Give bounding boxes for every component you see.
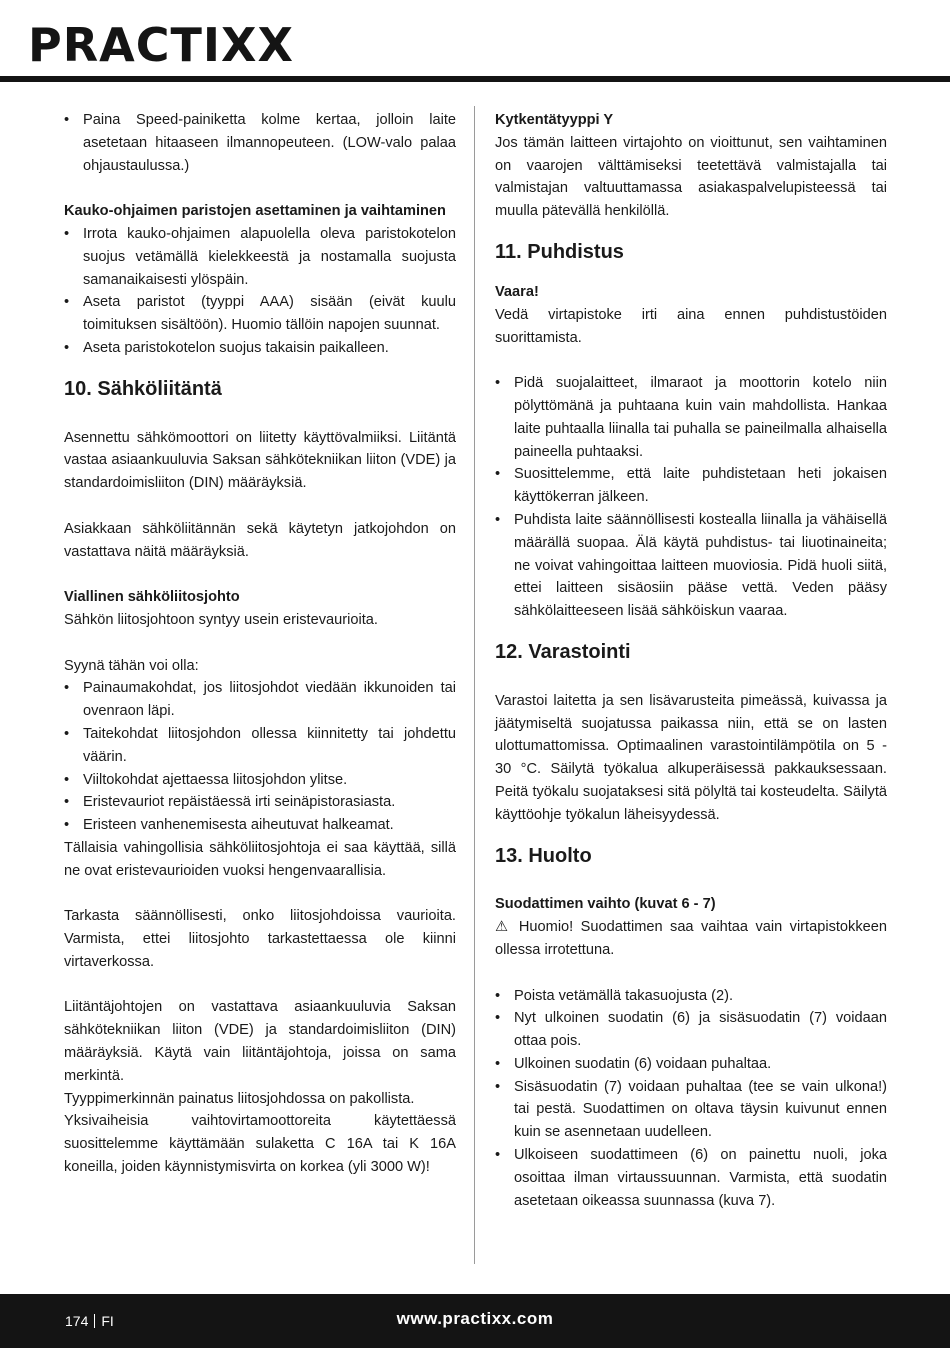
section-11-title: 11. Puhdistus bbox=[495, 240, 624, 263]
list-item: • Pidä suojalaitteet, ilmaraot ja moottorin kotelo niin pölyttömänä ja puhtaana kuin vain mahdollista. Hankaa laite puhtaalla liinalla tai puhalla se paineilmalla alhaisella paineella puhtaaksi. bbox=[495, 372, 887, 463]
list-item: • Irrota kauko-ohjaimen alapuolella oleva paristokotelon suojus vetämällä kielekkeestä ja nostamalla suojusta samanaikaisesti ylöspäin. bbox=[64, 223, 456, 291]
list-item: • Painaumakohdat, jos liitosjohdot viedään ikkunoiden tai ovenraon läpi. bbox=[64, 677, 456, 723]
section-12-title: 12. Varastointi bbox=[495, 640, 631, 663]
fuse-recommendation-paragraph: Yksivaiheisia vaihtovirtamoottoreita käytettäessä suosittelemme käyttämään sulaketta C 16A tai K 16A koneilla, joiden käynnistymisvirta on korkea (yli 3000 W)! bbox=[64, 1113, 456, 1176]
inspection-paragraph: Tarkasta säännöllisesti, onko liitosjohdoissa vaurioita. Varmista, ettei liitosjohto tarkastettaessa ole kiinni virtaverkossa. bbox=[64, 908, 456, 970]
list-item: • Sisäsuodatin (7) voidaan puhaltaa (tee se vain ulkona!) tai pestä. Suodattimen on oltava täysin kuivunut ennen kuin se asennetaan uudelleen. bbox=[495, 1076, 887, 1144]
section-13-title: 13. Huolto bbox=[495, 844, 592, 867]
list-item: • Eristeen vanhenemisesta aiheutuvat halkeamat. bbox=[64, 814, 456, 837]
cable-marking-paragraph: Tyyppimerkinnän painatus liitosjohdossa on pakollista. bbox=[64, 1090, 415, 1107]
list-item: • Paina Speed-painiketta kolme kertaa, jolloin laite asetetaan hitaaseen ilmannopeuteen. (LOW-valo palaa ohjaustaulussa.) bbox=[64, 109, 456, 177]
logo-wordmark: PRACTIXX bbox=[28, 18, 294, 72]
website-url: www.practixx.com bbox=[396, 1309, 554, 1328]
list-item: • Aseta paristot (tyyppi AAA) sisään (eivät kuulu toimituksen sisältöön). Huomio tällöin napojen suunnat. bbox=[64, 291, 456, 337]
list-item: • Puhdista laite säännöllisesti kostealla liinalla ja vähäisellä määrällä suopaa. Älä käytä puhdistus- tai liuotinaineita; ne voivat vahingoittaa laitteen muoviosia. Pidä huoli siitä, ettei laitteen sisäosiin pääse vettä. Veden pääsy sähkölaitteeseen lisää sähköiskun vaaraa. bbox=[495, 509, 887, 623]
causes-bullet-list bbox=[64, 677, 456, 837]
danger-paragraph: Vedä virtapistoke irti aina ennen puhdistustöiden suorittamista. bbox=[495, 306, 887, 346]
faulty-cable-paragraph: Sähkön liitosjohtoon syntyy usein eristevaurioita. bbox=[64, 611, 378, 628]
faulty-cable-heading: Viallinen sähköliitosjohto bbox=[64, 589, 240, 606]
battery-bullet-list bbox=[64, 223, 456, 360]
header-rule bbox=[0, 76, 950, 82]
list-item: • Poista vetämällä takasuojusta (2). bbox=[495, 985, 887, 1008]
connection-type-paragraph: Jos tämän laitteen virtajohto on vioittunut, sen vaihtaminen on vaarojen välttämiseksi teetettävä valmistajalla tai valmistajan valtuuttamassa asiakaspalvelupisteessä tai muulla pätevällä henkilöllä. bbox=[495, 134, 887, 220]
right-column bbox=[495, 109, 887, 1212]
column-divider bbox=[474, 106, 475, 1264]
section-10-paragraph-2: Asiakkaan sähköliitännän sekä käytetyn jatkojohdon on vastattava näitä määräyksiä. bbox=[64, 520, 456, 560]
list-item: • Eristevauriot repäistäessä irti seinäpistorasiasta. bbox=[64, 791, 456, 814]
filter-change-heading: Suodattimen vaihto (kuvat 6 - 7) bbox=[495, 896, 716, 913]
filter-bullet-list bbox=[495, 985, 887, 1213]
connection-type-heading: Kytkentätyyppi Y bbox=[495, 112, 614, 128]
filter-warning-text: Huomio! Suodattimen saa vaihtaa vain virtapistokkeen ollessa irrotettuna. bbox=[495, 919, 887, 958]
battery-heading: Kauko-ohjaimen paristojen asettaminen ja vaihtaminen bbox=[64, 203, 446, 220]
intro-bullet-list bbox=[64, 109, 456, 177]
section-10-title: 10. Sähköliitäntä bbox=[64, 377, 222, 400]
section-10-paragraph-1: Asennettu sähkömoottori on liitetty käyttövalmiiksi. Liitäntä vastaa asiaankuuluvia Saksan sähkötekniikan liiton (VDE) ja standardoimisliiton (DIN) määräyksiä. bbox=[64, 429, 456, 492]
list-item: • Ulkoinen suodatin (6) voidaan puhaltaa. bbox=[495, 1053, 887, 1076]
list-item: • Aseta paristokotelon suojus takaisin paikalleen. bbox=[64, 337, 456, 360]
practixx-logo bbox=[28, 14, 328, 76]
warning-icon: ⚠ bbox=[495, 919, 512, 936]
list-item: • Taitekohdat liitosjohdon ollessa kiinnitetty tai johdettu väärin. bbox=[64, 723, 456, 769]
list-item: • Suosittelemme, että laite puhdistetaan heti jokaisen käyttökerran jälkeen. bbox=[495, 463, 887, 509]
filter-warning-paragraph bbox=[495, 916, 887, 962]
danger-label: Vaara! bbox=[495, 283, 539, 300]
left-column bbox=[64, 109, 456, 1179]
cleaning-bullet-list bbox=[495, 372, 887, 623]
cable-standards-paragraph: Liitäntäjohtojen on vastattava asiaankuuluvia Saksan sähkötekniikan liiton (VDE) ja standardoimisliiton (DIN) määräyksiä. Käytä vain liitäntäjohtoja, joissa on sama merkintä. bbox=[64, 999, 456, 1084]
page-number: 174 bbox=[65, 1313, 89, 1329]
list-item: • Ulkoiseen suodattimeen (6) on painettu nuoli, joka osoittaa ilman virtaussuunnan. Varmista, että suodatin asetetaan oikeassa suunnassa (kuva 7). bbox=[495, 1144, 887, 1212]
list-item: • Viiltokohdat ajettaessa liitosjohdon ylitse. bbox=[64, 769, 456, 792]
language-code: FI bbox=[101, 1313, 114, 1329]
causes-intro: Syynä tähän voi olla: bbox=[64, 657, 199, 674]
list-item: • Nyt ulkoinen suodatin (6) ja sisäsuodatin (7) voidaan ottaa pois. bbox=[495, 1007, 887, 1053]
causes-conclusion: Tällaisia vahingollisia sähköliitosjohtoja ei saa käyttää, sillä ne ovat eristevaurioiden vuoksi hengenvaarallisia. bbox=[64, 839, 456, 879]
storage-paragraph: Varastoi laitetta ja sen lisävarusteita pimeässä, kuivassa ja jäätymiseltä suojatussa paikassa niin, että se on lasten ulottumattomissa. Optimaalinen varastointilämpötila on 5 - 30 °C. Säilytä työkalua alkuperäisessä pakkauksessaan. Peitä työkalu suojataksesi sitä pölyltä tai kosteudelta. Säilytä käyttöohje työkalun läheisyydessä. bbox=[495, 692, 887, 823]
page-footer bbox=[0, 1294, 950, 1348]
